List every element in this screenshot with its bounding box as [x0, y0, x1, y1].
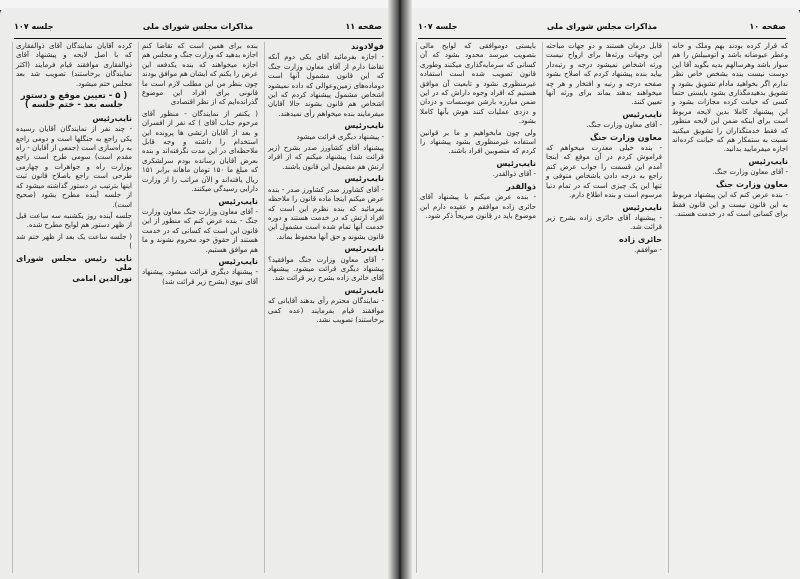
speaker-name: نایب‌رئیس [622, 109, 662, 119]
header-rule [14, 38, 382, 39]
speaker-name: فولادوند [351, 42, 384, 51]
running-title: مذاکرات مجلس شورای ملی [546, 22, 658, 31]
paragraph: - آقای معاون وزارت جنگ معاون وزارت جنگ - بنده عرض کنم که منظور از این قانون این است که کسانی که در خدمت هستند از حقوق خود محروم نشوند و ما هم موافق هستیم. [142, 207, 258, 254]
speaker-name: نایب‌رئیس [218, 256, 258, 266]
right-page [404, 8, 800, 579]
session-number: جلسه ۱۰۷ [14, 22, 54, 31]
paragraph: - آقای معاون وزارت جنگ. [586, 121, 662, 130]
speaker-name: نایب‌رئیس [344, 285, 384, 295]
text-column [138, 42, 258, 573]
text-column [542, 42, 662, 573]
speaker-name: نایب‌رئیس [344, 174, 384, 184]
paragraph: - پیشنهاد دیگری قرائت میشود. پیشنهاد آقای نبوی (بشرح زیر قرائت شد) [142, 268, 258, 286]
text-columns [12, 42, 384, 573]
page-header [418, 22, 786, 36]
speaker-name: نورالدین امامی [72, 274, 132, 284]
paragraph: ( یکنفر از نمایندگان - منظور آقای مرحوم جناب آقای ) که نفر از افسران و بعد از آقایان ارتشی ها پرونده این استخدام را داشته و وجه قابل ملاحظه‌ای در این مدت نگرفته‌اند و بنده بعرض آقایان رسانده بودم سرلشکری که مبلغ ما ۱۵۰ تومان ماهانه برابر ۱۵۱ ریال یافته‌اند و الآن مراتب را از وزارت دارایی رسیدگی میکنند. [142, 109, 258, 194]
paragraph: - نمایندگان محترم رأی بدهند آقایانی که موافقند قیام بفرمایند (عده کمی برخاستند) تصویب نشد. [268, 297, 384, 324]
speaker-name: نایب‌رئیس [622, 202, 662, 212]
paragraph: - اجازه بفرمائید آقای یکی دوم آنکه تقاضا دارم از آقای معاون وزارت جنگ که این قانون مشمول آنها است دوماده‌های زمین‌وعوالی که داده نمیشود اشخاص مشمول پیشنهاد کردم که این اشخاص هم قانون بشوند حالا آقایان میفرمایند بنده میخواهم رأی نمیدهند. [268, 53, 384, 118]
speaker-name: نایب‌رئیس [92, 113, 132, 123]
session-number: جلسه ۱۰۷ [418, 22, 458, 31]
speaker-name: ذوالقدر [506, 181, 536, 191]
paragraph: - بنده خیلی معذرت میخواهم که فراموش کردم در آن موقع که اینجا آمدم این قسمت را جواب عرض کنم راجع به درجه دادن باشخاص متوفی و تنها این یک چیزی است که در تمام دنیا مرسوم است و بنده اطلاع دارم. [546, 144, 662, 200]
header-rule [418, 38, 786, 39]
speaker-name: نایب‌رئیس [748, 156, 788, 166]
text-columns [416, 42, 788, 573]
left-page [0, 8, 396, 579]
paragraph: کرده آقایان نمایندگان آقای ذوالفقاری که با اصل لایحه و پیشنهاد آقای ذوالفقاری موافقند قیام فرمایند (اکثر نمایندگان برخاستند) تصویب شد بعد مجلس ختم میشود. [16, 42, 132, 88]
paragraph: - بنده عرض کنم که این پیشنهاد مربوط به این قانون نیست و این قانون فقط برای کسانی است که در خدمت هستند. [672, 191, 788, 218]
page-number: صفحه ۱۰ [749, 22, 786, 31]
speaker-name: معاون وزارت جنگ [589, 132, 662, 142]
paragraph: - آقای ذوالقدر. [492, 170, 536, 179]
paragraph: که قرار کرده بودند بهم وملک و خانه وعطر عیوضانه باشد و اتومبیلش را هم سوار باشد وهرسالهم بدیه بگوید آقا این دوست نیست بنده بشخص خاص نظر ندارم اگر بخواهید مادام تشویق بشود و تشویق بدهیدمگذاری بشود بایستی حتماً کسی که خیانت کرده مجازات بشود و این پیشنهاد کاملا بدین لایحه مربوط است برای اینکه ضمن این لایحه منظور که فقط خدمتگذاران را تشویق میکنید نسبت به ستمکار هم که خیانت کرده‌اند اجازه میفرمایید بدانید. [672, 42, 788, 154]
running-title: مذاکرات مجلس شورای ملی [142, 22, 254, 31]
paragraph: جلسه آینده روز یکشنبه سه ساعت قبل از ظهر دستور هم لوایح مطرح شده. [16, 211, 132, 230]
book-gutter [388, 0, 412, 579]
page-number: صفحه ۱۱ [345, 22, 382, 31]
paragraph: - آقای کشاورز صدر کشاورز صدر - بنده عرض میکنم اینجا ماده قانون را ملاحظه بفرمائید که بنده نظرم این است که افراد ارتش که در خدمت هستند و دوره خدمت آنها تمام شده است مشمول این قانون بشوند و حق آنها محفوظ بماند. [268, 185, 384, 241]
page-header [14, 22, 382, 36]
speaker-name: نایب رئیس مجلس شورای ملی [16, 253, 132, 272]
paragraph: - پیشنهاد آقای حائری زاده بشرح زیر قرائت شد. [546, 213, 662, 232]
text-column [264, 42, 384, 573]
text-column [668, 42, 788, 573]
paragraph: - موافقم. [634, 246, 662, 255]
paragraph: قابل درمان هستند و دو جهات مباحثه این وجهات ورثه‌ها برای ارواح نیست ورثه اشخاص نمیشود درجه و رتبه‌دار بیاید بنده پیشنهاد کردم که اصلاح بشود صفحه درجه و رتبه و افتخار و هر چه میخواهند بدهند بماند برای ورثه آنها تعیین کنند. [546, 42, 662, 107]
speaker-name: نایب‌رئیس [344, 121, 384, 131]
text-column [12, 42, 132, 573]
paragraph: - آقای معاون وزارت جنگ موافقید؟ پیشنهاد دیگری قرائت میشود. پیشنهاد آقای حائری زاده بشرح زیر قرائت شد. [268, 255, 384, 283]
paragraph: پیشنهاد آقای کشاورز صدر بشرح (زیر قرائت شد) پیشنهاد میکنم که از افراد ارتش هم مشمول این قانون باشند. [268, 144, 384, 171]
paragraph: ولی چون مابخواهیم و ما بر قوانین استفاده غیرمنظوری بشود پیشنهاد را کردم که منصوبین افراد باشند. [420, 128, 536, 156]
paragraph: - بنده عرض میکنم با پیشنهاد آقای حائری زاده موافقم و عقیده دارم این موضوع باید در قانون صریحاً ذکر شود. [420, 193, 536, 220]
speaker-name: حائری زاده [618, 234, 662, 244]
speaker-name: معاون وزارت جنگ [715, 179, 788, 189]
speaker-name: نایب‌رئیس [218, 196, 258, 206]
paragraph: بنده برای همین است که تقاضا کنم اجازه بدهید که وزارت جنگ و مجلس هم اجازه میخواهند که بنده یکدفعه این عرض را بکنم که ایشان هم موافق بودند چون بنظر من این مطلب لازم است ما قانونی برای افراد این موضوع گذرانده‌ایم که از نظر اقتصادی [142, 42, 258, 107]
paragraph: - پیشنهاد دیگری قرائت میشود [296, 132, 384, 141]
speaker-name: نایب‌رئیس [344, 244, 384, 254]
section-heading: ( ۵ - تعیین موقع و دستور جلسه بعد - ختم جلسه ) [20, 91, 128, 111]
speaker-name: نایب‌رئیس [496, 158, 536, 168]
paragraph: ( جلسه ساعت یک بعد از ظهر ختم شد ) [16, 232, 132, 251]
text-column [416, 42, 536, 573]
paragraph: - چند نفر از نمایندگان آقایان رسیده یکی راجع به جنگلها است و دومی راجع به راه‌سازی است (جمعی از آقایان - راه مقدم است) سومی طرح است راجع بوزارت راه و جواهرات و چهارمی طرحی است راجع باصلاح قانون ثبت اینها بترتیب در دستور گذاشته میشود که از جلسه آینده مطرح بشود (صحیح است). [16, 125, 132, 209]
paragraph: بایستی دوموافقی که لوایح مالی بتصویب میرسد محدود بشود که آن کسانی که سرمایه‌گذاری میکنند وطوری قانون تصویب شده است استفاده غیرمنظوری نشود و تابعیت آن موافق هستیم که افراد وجوه داراش که در این ضمن مبارزه بارشن موسسات و دزدان و دزدی عملیات کنند هوش بآنها کاملا بشود. [420, 42, 536, 126]
paragraph: - آقای معاون وزارت جنگ. [712, 168, 788, 177]
